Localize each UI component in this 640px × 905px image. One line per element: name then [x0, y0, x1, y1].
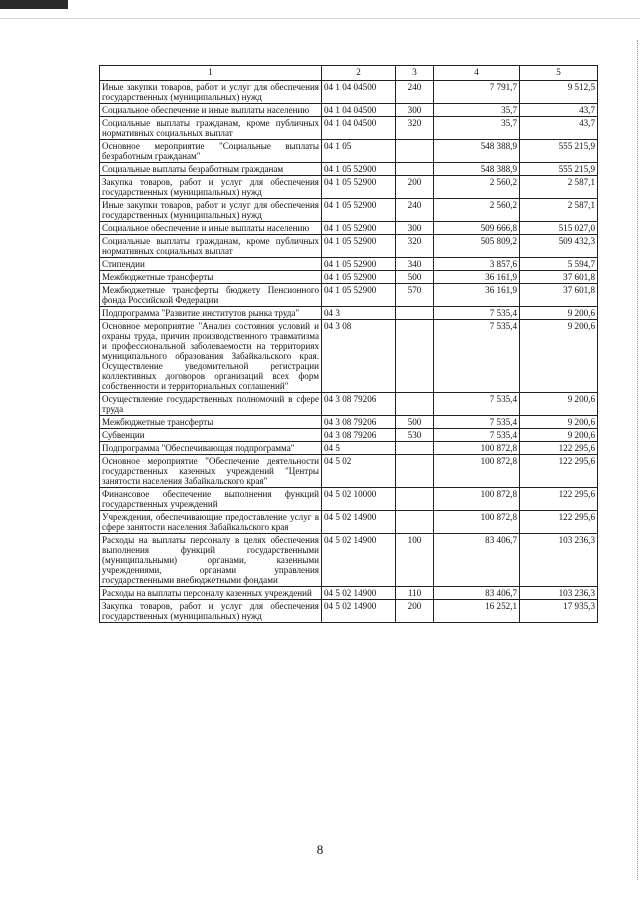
row-code-cell: 04 3 08 79206: [322, 416, 396, 429]
row-amount-1-cell: 7 535,4: [434, 416, 520, 429]
row-amount-1-cell: 505 809,2: [434, 235, 520, 258]
table-row: [100, 284, 598, 307]
row-code-cell: 04 5 02 14900: [322, 534, 396, 587]
row-expense-type-cell: 240: [396, 81, 434, 104]
row-code-cell: 04 1 04 04500: [322, 117, 396, 140]
column-header-amount-1: 4: [434, 66, 520, 81]
row-name-cell: Межбюджетные трансферты: [100, 416, 322, 429]
row-amount-1-cell: 35,7: [434, 117, 520, 140]
row-code-cell: 04 5: [322, 442, 396, 455]
row-code-cell: 04 3 08 79206: [322, 429, 396, 442]
row-amount-1-cell: 100 872,8: [434, 511, 520, 534]
row-name-cell: Подпрограмма "Развитие институтов рынка труда": [100, 307, 322, 320]
row-expense-type-cell: 110: [396, 587, 434, 600]
row-amount-2-cell: 43,7: [520, 104, 598, 117]
row-name-cell: Межбюджетные трансферты бюджету Пенсионного фонда Российской Федерации: [100, 284, 322, 307]
row-amount-2-cell: 122 295,6: [520, 442, 598, 455]
table-row: [100, 511, 598, 534]
row-amount-2-cell: 9 200,6: [520, 307, 598, 320]
row-expense-type-cell: [396, 511, 434, 534]
row-amount-2-cell: 122 295,6: [520, 511, 598, 534]
row-expense-type-cell: 530: [396, 429, 434, 442]
row-name-cell: Социальное обеспечение и иные выплаты населению: [100, 222, 322, 235]
column-header-code: 2: [322, 66, 396, 81]
table-row: [100, 199, 598, 222]
row-code-cell: 04 3 08 79206: [322, 393, 396, 416]
row-amount-1-cell: 100 872,8: [434, 455, 520, 488]
row-code-cell: 04 1 05: [322, 140, 396, 163]
column-header-expense-type: 3: [396, 66, 434, 81]
row-amount-2-cell: 509 432,3: [520, 235, 598, 258]
table-row: [100, 429, 598, 442]
row-name-cell: Расходы на выплаты персоналу в целях обеспечения выполнения функций государственными (муниципальными) органами, казенными учреждениями, органами управления государственными внебюджетными фондами: [100, 534, 322, 587]
row-amount-1-cell: 548 388,9: [434, 140, 520, 163]
page-number: 8: [316, 842, 324, 857]
row-amount-2-cell: 103 236,3: [520, 534, 598, 587]
row-amount-1-cell: 83 406,7: [434, 587, 520, 600]
table-body: [100, 81, 598, 623]
row-name-cell: Основное мероприятие "Обеспечение деятельности государственных казенных учреждений "Центры занятости населения Забайкальского края": [100, 455, 322, 488]
row-name-cell: Осуществление государственных полномочий в сфере труда: [100, 393, 322, 416]
table-row: [100, 320, 598, 393]
row-expense-type-cell: [396, 488, 434, 511]
row-amount-1-cell: 548 388,9: [434, 163, 520, 176]
column-header-amount-2: 5: [520, 66, 598, 81]
row-code-cell: 04 1 05 52900: [322, 284, 396, 307]
row-expense-type-cell: 200: [396, 600, 434, 623]
row-expense-type-cell: 200: [396, 176, 434, 199]
row-amount-1-cell: 7 535,4: [434, 307, 520, 320]
row-expense-type-cell: 300: [396, 222, 434, 235]
row-name-cell: Основное мероприятие "Анализ состояния условий и охраны труда, причин производственного травматизма и профессиональной заболеваемости на территориях муниципального образования Забайкальского края. Осуществление уведомительной регистрации коллективных договоров организаций всех форм собственности и территориальных соглашений": [100, 320, 322, 393]
row-code-cell: 04 1 05 52900: [322, 222, 396, 235]
row-name-cell: Социальные выплаты гражданам, кроме публичных нормативных социальных выплат: [100, 117, 322, 140]
table-row: [100, 258, 598, 271]
row-code-cell: 04 1 05 52900: [322, 235, 396, 258]
row-amount-2-cell: 9 200,6: [520, 429, 598, 442]
row-amount-2-cell: 122 295,6: [520, 455, 598, 488]
table-row: [100, 534, 598, 587]
row-code-cell: 04 1 04 04500: [322, 81, 396, 104]
row-expense-type-cell: [396, 163, 434, 176]
row-amount-2-cell: 9 200,6: [520, 320, 598, 393]
table-row: [100, 416, 598, 429]
table-row: [100, 81, 598, 104]
row-name-cell: Социальное обеспечение и иные выплаты населению: [100, 104, 322, 117]
row-amount-2-cell: 9 512,5: [520, 81, 598, 104]
row-amount-2-cell: 555 215,9: [520, 140, 598, 163]
table-row: [100, 442, 598, 455]
row-amount-1-cell: 3 857,6: [434, 258, 520, 271]
row-name-cell: Иные закупки товаров, работ и услуг для обеспечения государственных (муниципальных) нужд: [100, 199, 322, 222]
table-row: [100, 600, 598, 623]
row-amount-2-cell: 17 935,3: [520, 600, 598, 623]
row-amount-1-cell: 16 252,1: [434, 600, 520, 623]
row-name-cell: Учреждения, обеспечивающие предоставление услуг в сфере занятости населения Забайкальского края: [100, 511, 322, 534]
row-name-cell: Закупка товаров, работ и услуг для обеспечения государственных (муниципальных) нужд: [100, 600, 322, 623]
table-row: [100, 117, 598, 140]
table-row: [100, 222, 598, 235]
table-row: [100, 104, 598, 117]
row-expense-type-cell: 320: [396, 117, 434, 140]
table-row: [100, 488, 598, 511]
row-amount-2-cell: 515 027,0: [520, 222, 598, 235]
row-name-cell: Социальные выплаты безработным гражданам: [100, 163, 322, 176]
row-code-cell: 04 1 04 04500: [322, 104, 396, 117]
row-amount-2-cell: 2 587,1: [520, 199, 598, 222]
row-amount-2-cell: 37 601,8: [520, 271, 598, 284]
row-expense-type-cell: [396, 393, 434, 416]
table-row: [100, 140, 598, 163]
row-expense-type-cell: [396, 320, 434, 393]
row-expense-type-cell: 100: [396, 534, 434, 587]
table-row: [100, 163, 598, 176]
table-row: [100, 271, 598, 284]
table-header-row: [100, 66, 598, 81]
table-row: [100, 455, 598, 488]
row-amount-1-cell: 100 872,8: [434, 442, 520, 455]
row-amount-2-cell: 122 295,6: [520, 488, 598, 511]
row-name-cell: Межбюджетные трансферты: [100, 271, 322, 284]
row-expense-type-cell: 570: [396, 284, 434, 307]
row-amount-2-cell: 5 594,7: [520, 258, 598, 271]
row-name-cell: Расходы на выплаты персоналу казенных учреждений: [100, 587, 322, 600]
row-amount-1-cell: 36 161,9: [434, 271, 520, 284]
row-expense-type-cell: 300: [396, 104, 434, 117]
row-expense-type-cell: [396, 140, 434, 163]
row-name-cell: Финансовое обеспечение выполнения функций государственных учреждений: [100, 488, 322, 511]
row-amount-1-cell: 100 872,8: [434, 488, 520, 511]
row-code-cell: 04 1 05 52900: [322, 176, 396, 199]
row-name-cell: Социальные выплаты гражданам, кроме публичных нормативных социальных выплат: [100, 235, 322, 258]
row-name-cell: Стипендии: [100, 258, 322, 271]
row-name-cell: Закупка товаров, работ и услуг для обеспечения государственных (муниципальных) нужд: [100, 176, 322, 199]
row-code-cell: 04 3: [322, 307, 396, 320]
row-amount-1-cell: 7 791,7: [434, 81, 520, 104]
scan-artifact-edge: [636, 40, 638, 880]
row-expense-type-cell: 340: [396, 258, 434, 271]
row-amount-1-cell: 2 560,2: [434, 176, 520, 199]
row-expense-type-cell: 320: [396, 235, 434, 258]
row-amount-2-cell: 555 215,9: [520, 163, 598, 176]
row-code-cell: 04 1 05 52900: [322, 163, 396, 176]
row-amount-1-cell: 35,7: [434, 104, 520, 117]
row-amount-1-cell: 36 161,9: [434, 284, 520, 307]
table-row: [100, 176, 598, 199]
row-code-cell: 04 5 02 14900: [322, 511, 396, 534]
row-expense-type-cell: [396, 455, 434, 488]
table-row: [100, 393, 598, 416]
budget-table: [99, 65, 598, 623]
row-code-cell: 04 5 02 14900: [322, 600, 396, 623]
row-amount-1-cell: 509 666,8: [434, 222, 520, 235]
row-expense-type-cell: [396, 442, 434, 455]
row-amount-1-cell: 2 560,2: [434, 199, 520, 222]
row-code-cell: 04 5 02 14900: [322, 587, 396, 600]
row-amount-2-cell: 9 200,6: [520, 416, 598, 429]
row-amount-2-cell: 2 587,1: [520, 176, 598, 199]
table-row: [100, 587, 598, 600]
row-expense-type-cell: [396, 307, 434, 320]
row-name-cell: Подпрограмма "Обеспечивающая подпрограмма": [100, 442, 322, 455]
row-amount-1-cell: 83 406,7: [434, 534, 520, 587]
scan-artifact-line: [0, 18, 640, 19]
row-expense-type-cell: 500: [396, 416, 434, 429]
row-amount-1-cell: 7 535,4: [434, 320, 520, 393]
table-row: [100, 235, 598, 258]
row-amount-2-cell: 37 601,8: [520, 284, 598, 307]
row-code-cell: 04 1 05 52900: [322, 271, 396, 284]
row-code-cell: 04 5 02: [322, 455, 396, 488]
row-code-cell: 04 1 05 52900: [322, 258, 396, 271]
row-code-cell: 04 1 05 52900: [322, 199, 396, 222]
row-name-cell: Субвенции: [100, 429, 322, 442]
row-code-cell: 04 5 02 10000: [322, 488, 396, 511]
row-name-cell: Основное мероприятие "Социальные выплаты безработным гражданам": [100, 140, 322, 163]
row-expense-type-cell: 500: [396, 271, 434, 284]
row-amount-1-cell: 7 535,4: [434, 429, 520, 442]
row-amount-1-cell: 7 535,4: [434, 393, 520, 416]
row-code-cell: 04 3 08: [322, 320, 396, 393]
row-amount-2-cell: 103 236,3: [520, 587, 598, 600]
row-amount-2-cell: 9 200,6: [520, 393, 598, 416]
row-expense-type-cell: 240: [396, 199, 434, 222]
row-name-cell: Иные закупки товаров, работ и услуг для обеспечения государственных (муниципальных) нужд: [100, 81, 322, 104]
table-row: [100, 307, 598, 320]
scan-artifact-bar: [0, 0, 68, 9]
column-header-name: 1: [100, 66, 322, 81]
row-amount-2-cell: 43,7: [520, 117, 598, 140]
